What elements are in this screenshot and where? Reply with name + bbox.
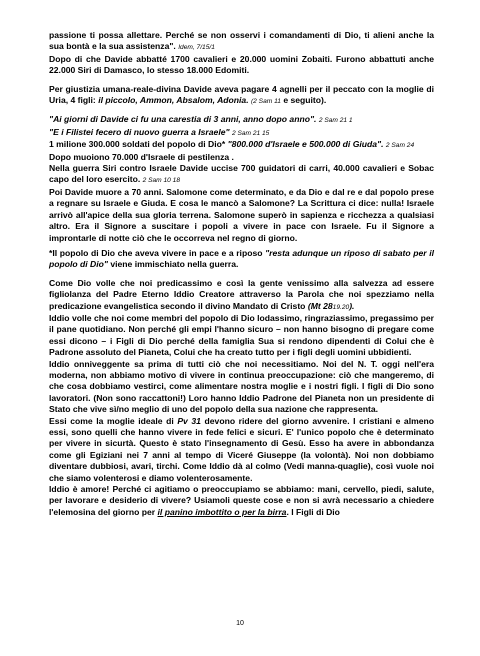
italic-text: ).: [349, 300, 355, 311]
reference: Idem, 7/15/1: [178, 44, 215, 52]
paragraph-9: Poi Davide muore a 70 anni. Salomone come determinato, e da Dio e dal re e dal popolo prese a regnare su Israele e Giuda. E cosa le mancò a Salomone? La Scrittura ci dice: nulla! Israele arrivò all'apice della sua gloria terrena. Salomone superò in sapienza e ricchezza a qualsiasi altro. Era il Signore a suscitare i popoli a vivere in pace con Israele. Fu il Signore a improntarle di notte ciò che le occorreva nel regno di giorno.: [49, 186, 434, 243]
reference: 2 Sam 21 15: [231, 129, 270, 137]
paragraph-14: [49, 416, 434, 484]
text: *Il popolo di Dio che aveva vivere in pace e a riposo: [49, 247, 263, 258]
page-number: 10: [236, 620, 244, 627]
paragraph-1: [49, 30, 434, 54]
italic-text: Pv 31: [177, 415, 201, 426]
paragraph-7: Dopo muoiono 70.000 d'Israele di pestilenza .: [49, 151, 234, 162]
paragraph-3: [49, 84, 434, 108]
text: Come Dio volle che noi predicassimo e così la gente venissimo alla salvezza ad essere figliolanza del Padre Eterno Iddio Creatore attraverso la Parola che noi spezziamo nella predicazione evangelistica secondo il divino Mandato di Cristo: [49, 277, 434, 311]
paragraph-5: [49, 127, 434, 139]
text: Essi come la moglie ideale di: [49, 415, 174, 426]
paragraph-2: Dopo di che Davide abbatté 1700 cavalieri e 20.000 uomini Zobaiti. Furono abbattuti anche 22.000 Siri di Damasco, lo stesso 18.000 Edomiti.: [49, 53, 434, 76]
text: e seguito).: [283, 95, 327, 106]
reference: 2 Sam 24: [385, 142, 415, 150]
italic-text: il piccolo, Ammon, Absalom, Adonia.: [98, 95, 249, 106]
italic-text: "resta adunque un riposo di sabato per il popolo di Dio": [49, 247, 434, 270]
text: . I Figli di Dio: [286, 506, 340, 517]
reference: 2 Sam 21 1: [318, 117, 353, 125]
reference: 19.20: [332, 303, 350, 311]
italic-text: "Ai giorni di Davide ci fu una carestia di 3 anni, anno dopo anno".: [49, 114, 317, 125]
paragraph-15: [49, 484, 434, 518]
paragraph-8: [49, 163, 434, 187]
paragraph-10: [49, 248, 434, 271]
text: Iddio è amore! Perché ci agitiamo o preoccupiamo se abbiamo: mani, cervello, piedi, salute, per lavorare e desiderio di vivere? Usiamoli queste cose e non si avrà necessario a chiedere l'elemosina del giorno per: [49, 484, 434, 517]
italic-text: il panino imbottito o per la birra: [157, 506, 287, 517]
paragraph-6: [49, 139, 434, 151]
italic-text: "800.000 d'Israele e 500.000 di Giuda".: [227, 139, 384, 150]
italic-text: (Mt 28: [307, 300, 333, 311]
paragraph-13: Iddio onniveggente sa prima di tutti ciò che noi necessitiamo. Noi del N. T. oggi nell'era moderna, non abbiamo motivo di vivere in continua preoccupazione: ciò che mangeremo, di che cosa dobbiamo vestirci, come alimentare nostra moglie e i nostri figli. I figli di Dio sono lavoratori. (Non sono raccattoni!) Loro hanno Iddio Padrone del Pianeta non un presidente di Stato che vive sì/no meglio di uno del popolo della sua nazione che rappresenta.: [49, 358, 434, 415]
italic-text: "E i Filistei fecero di nuovo guerra a Israele": [49, 126, 230, 137]
text: passione ti possa allettare. Perché se non osservi i comandamenti di Dio, ti alieni anche la sua bontà e la sua assistenza".: [49, 30, 434, 52]
text: Nella guerra Siri contro Israele Davide uccise 700 guidatori di carri, 40.000 cavalieri e Sobac capo del loro esercito.: [49, 163, 434, 185]
text: viene immischiato nella guerra.: [110, 259, 239, 270]
paragraph-12: Iddio volle che noi come membri del popolo di Dio lodassimo, ringraziassimo, pregassimo per il pane quotidiano. Non perché gli empi l'hanno sicuro – non hanno bisogno di pregare come essi dicono – i Figli di Dio perché della famiglia Sua si rendono dipendenti di Colui che è Padrone assoluto del Pianeta, Colui che ha creato tutto per i figli degli uomini ubbidienti.: [49, 312, 434, 358]
text: devono ridere del giorno avvenire. I cristiani e almeno essi, sono quelli che hanno vivere in fede felici e sicuri. E' l'unico popolo che è determinato per vivere in sicurtà. Questo è stato l'insegnamento di Gesù. Esso ha avere in abbondanza come gli Egiziani nei 7 anni al tempo di Viceré Giuseppe (la volontà). Noi non dobbiamo diventare dubbiosi, avari, tirchi. Come Iddio dà al colmo (Vedi manna-quaglie), così vuole noi che siamo volenterosi e diamo volenterosamente.: [49, 415, 435, 483]
paragraph-4: [49, 114, 434, 126]
text: Per giustizia umana-reale-divina Davide aveva pagare 4 agnelli per il peccato con la moglie di Uria, 4 figli:: [49, 83, 434, 106]
paragraph-11: [49, 278, 434, 313]
reference: 2 Sam 10 18: [142, 177, 180, 185]
reference-text: (2 Sam 11: [250, 98, 281, 106]
reference: [251, 98, 281, 105]
text: 1 milione 300.000 soldati del popolo di Dio*: [49, 139, 226, 150]
